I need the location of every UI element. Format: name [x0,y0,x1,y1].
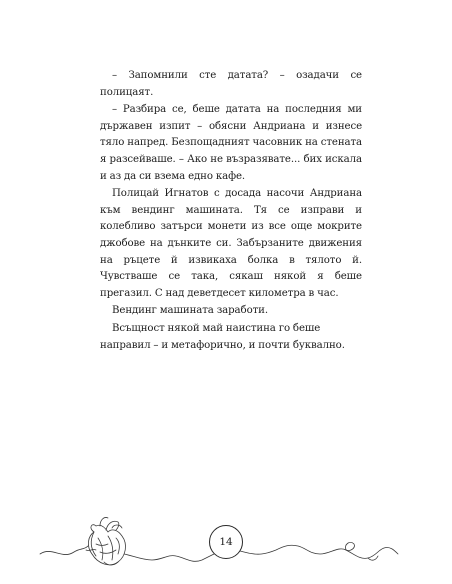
ornament-line-left [40,546,88,555]
page-number: 14 [209,525,243,559]
heart-drawing-icon [86,517,125,565]
paragraph-1: – Запомнили сте датата? – озадачи се полицаят. [100,70,362,98]
paragraph-5: Всъщност някой май наистина го беше направил – и метафорично, и почти буквално. [100,322,345,351]
body-text [100,68,362,354]
paragraph-2: – Разбира се, беше датата на последния ми държавен изпит – обясни Андриана и изнесе тяло напред. Безпощадният часовник на стената я разсейваше. – Ако не възразявате... бих искала и аз да си взема едно кафе. [100,104,362,182]
paragraph-4: Вендинг машината заработи. [112,305,268,317]
paragraph-3: Полицай Игнатов с досада насочи Андриана към вендинг машината. Тя се изправи и колебливо затърси монети из все още мокрите джобове на дънките си. Забързаните движения на ръцете й извикаха болка в тялото й. Чувстваше се така, сякаш някой я беше прегазил. С над деветдесет километра в час. [100,188,362,299]
ornament-line-right [124,545,398,561]
